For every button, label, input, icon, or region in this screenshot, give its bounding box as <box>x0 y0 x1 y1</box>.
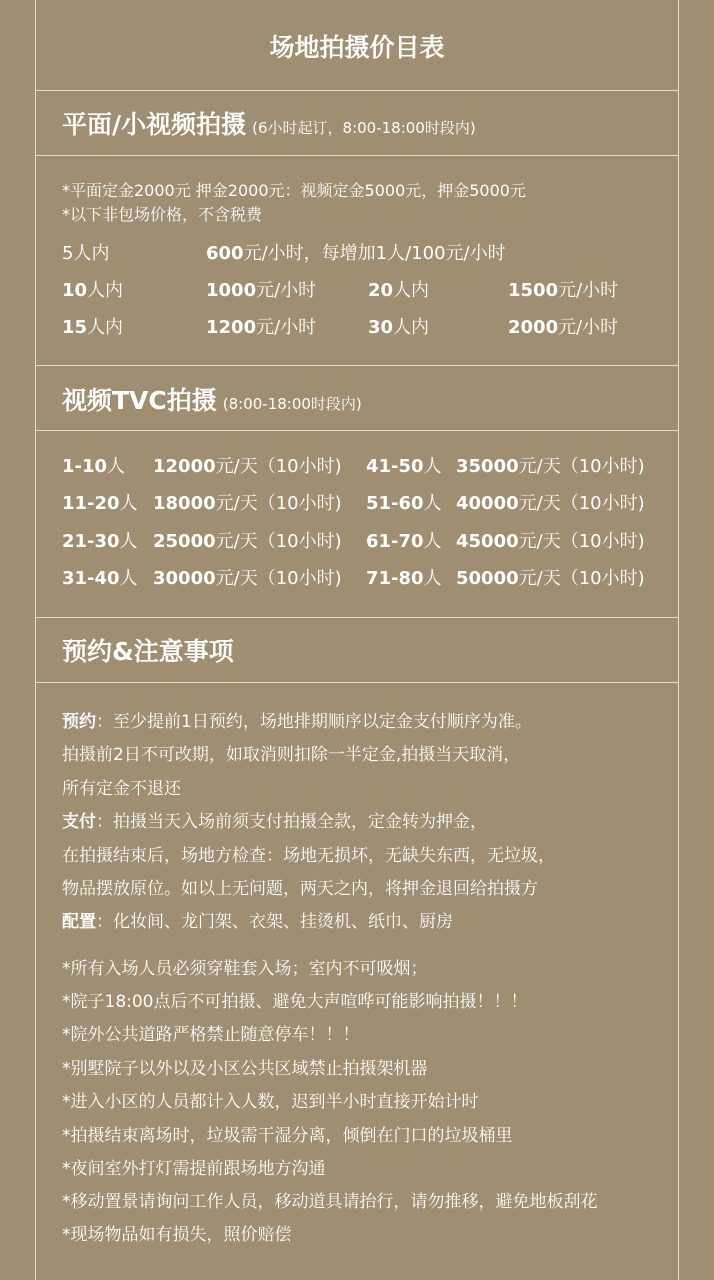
flat-row-price: 2000元/小时 <box>508 317 619 338</box>
tvc-people: 71-80人 <box>366 568 442 589</box>
tvc-price: 45000元/天（10小时) <box>456 531 645 552</box>
tvc-heading-sub: (8:00-18:00时段内) <box>222 395 362 413</box>
flat-row-price: 1000元/小时 <box>206 280 317 301</box>
rule-line: *别墅院子以外以及小区公共区域禁止拍摄架机器 <box>62 1059 428 1079</box>
tvc-price: 30000元/天（10小时) <box>153 568 342 589</box>
notice-line: 所有定金不退还 <box>62 779 181 799</box>
tvc-people: 61-70人 <box>366 531 442 552</box>
flat-section-heading <box>62 112 476 137</box>
rule-line: *所有入场人员必须穿鞋套入场；室内不可吸烟； <box>62 959 428 979</box>
rule-line: *院子18:00点后不可拍摄、避免大声喧哗可能影响拍摄！！！ <box>62 992 528 1012</box>
page-title: 场地拍摄价目表 <box>269 33 445 62</box>
tvc-price: 25000元/天（10小时) <box>153 531 342 552</box>
tvc-people: 31-40人 <box>62 568 138 589</box>
flat-first-price <box>206 245 506 263</box>
divider <box>35 365 679 366</box>
notice-line: 配置：化妆间、龙门架、衣架、挂烫机、纸巾、厨房 <box>62 912 453 932</box>
tvc-people: 11-20人 <box>62 493 138 514</box>
flat-row-people: 30人内 <box>368 317 430 338</box>
tvc-price: 35000元/天（10小时) <box>456 456 645 477</box>
notice-line: 拍摄前2日不可改期，如取消则扣除一半定金,拍摄当天取消， <box>62 745 521 765</box>
flat-heading-text: 平面/小视频拍摄 <box>62 110 247 139</box>
notice-line: 在拍摄结束后，场地方检查：场地无损坏，无缺失东西，无垃圾， <box>62 846 555 866</box>
price-text: 元/小时，每增加1人/100元/小时 <box>243 243 506 264</box>
flat-note-1: *平面定金2000元 押金2000元：视频定金5000元，押金5000元 <box>62 181 526 200</box>
rule-line: *进入小区的人员都计入人数，迟到半小时直接开始计时 <box>62 1092 479 1112</box>
flat-row-people: 15人内 <box>62 317 124 338</box>
rule-line: *移动置景请询问工作人员，移动道具请抬行，请勿推移，避免地板刮花 <box>62 1192 598 1212</box>
rule-line: *院外公共道路严格禁止随意停车！！！ <box>62 1025 360 1045</box>
divider <box>35 430 679 431</box>
flat-note-2: *以下非包场价格，不含税费 <box>62 205 263 224</box>
price-value: 600 <box>206 243 244 264</box>
flat-row-people: 10人内 <box>62 280 124 301</box>
tvc-price: 18000元/天（10小时) <box>153 493 342 514</box>
tvc-people: 21-30人 <box>62 531 138 552</box>
tvc-people: 41-50人 <box>366 456 442 477</box>
divider <box>35 155 679 156</box>
flat-first-people: 5人内 <box>62 243 110 264</box>
notice-line: 预约：至少提前1日预约，场地排期顺序以定金支付顺序为准。 <box>62 712 532 732</box>
notice-line: 支付：拍摄当天入场前须支付拍摄全款，定金转为押金， <box>62 812 487 832</box>
tvc-price: 50000元/天（10小时) <box>456 568 645 589</box>
flat-row-people: 20人内 <box>368 280 430 301</box>
flat-heading-sub: (6小时起订，8:00-18:00时段内) <box>252 119 476 137</box>
rule-line: *夜间室外打灯需提前跟场地方沟通 <box>62 1159 326 1179</box>
notice-section-heading: 预约&注意事项 <box>62 637 234 666</box>
flat-row-price: 1200元/小时 <box>206 317 317 338</box>
flat-row-price: 1500元/小时 <box>508 280 619 301</box>
tvc-price: 40000元/天（10小时) <box>456 493 645 514</box>
rule-line: *拍摄结束离场时，垃圾需干湿分离，倾倒在门口的垃圾桶里 <box>62 1126 513 1146</box>
notice-line: 物品摆放原位。如以上无问题，两天之内，将押金退回给拍摄方 <box>62 879 538 899</box>
divider <box>35 90 679 91</box>
tvc-people: 1-10人 <box>62 456 126 477</box>
tvc-heading-text: 视频TVC拍摄 <box>62 386 217 415</box>
tvc-section-heading <box>62 388 362 413</box>
tvc-people: 51-60人 <box>366 493 442 514</box>
rule-line: *现场物品如有损失，照价赔偿 <box>62 1225 292 1245</box>
tvc-price: 12000元/天（10小时) <box>153 456 342 477</box>
divider <box>35 682 679 683</box>
divider <box>35 617 679 618</box>
